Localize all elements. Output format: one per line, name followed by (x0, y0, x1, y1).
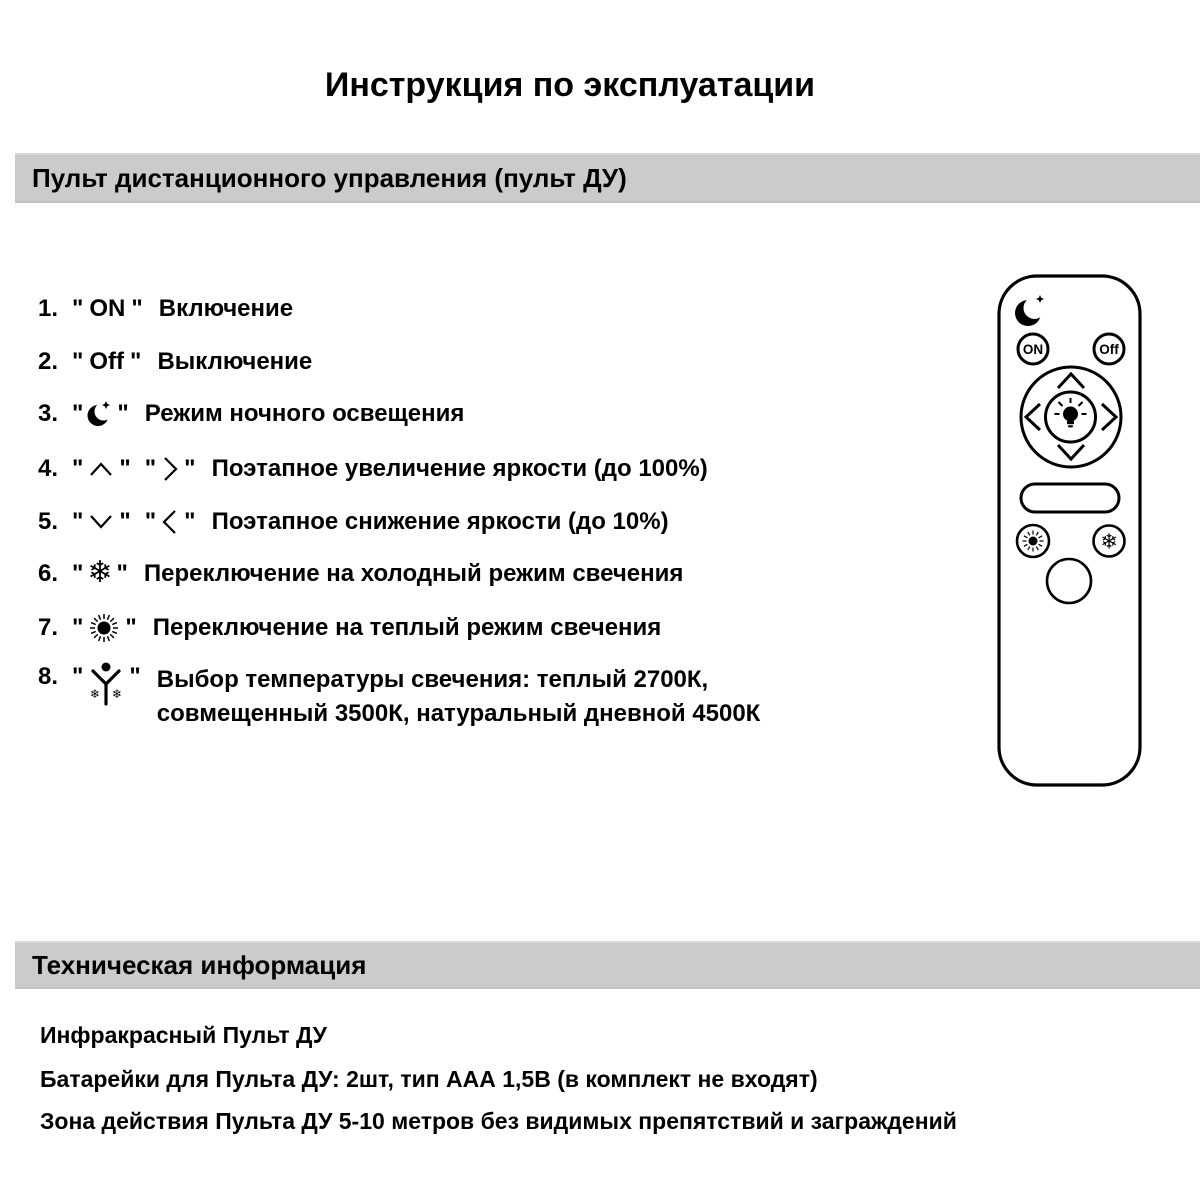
off-symbol: Off (89, 348, 125, 375)
item-number: 4. (38, 455, 59, 482)
chevron-right-icon (160, 454, 180, 484)
chevron-up-icon (87, 459, 115, 479)
remote-control-illustration (997, 274, 1143, 788)
brightness-nav-pad (1021, 367, 1121, 467)
list-item-night-mode (38, 396, 464, 432)
item-description: Поэтапное увеличение яркости (до 100%) (211, 455, 708, 482)
tech-info-line: Зона действия Пульта ДУ 5-10 метров без видимых препятствий и заграждений (40, 1108, 957, 1134)
item-number: 1. (38, 295, 59, 322)
remote-cold-mode-button (1094, 526, 1125, 557)
quote-mark: " (130, 348, 142, 375)
item-description: Режим ночного освещения (144, 400, 465, 427)
quote-mark: " (144, 508, 157, 535)
on-symbol: ON (89, 295, 126, 322)
snowflake-icon: ❄ (87, 555, 113, 590)
tech-info-line: Инфракрасный Пульт ДУ (40, 1022, 327, 1048)
list-item-on (38, 291, 293, 327)
chevron-left-icon (160, 507, 180, 537)
item-description: Выключение (157, 348, 313, 375)
quote-mark: " (144, 455, 157, 482)
quote-mark: " (119, 508, 131, 535)
quote-mark: " (72, 663, 84, 690)
mini-snowflake-icon: ❄ (112, 687, 123, 701)
list-item-cold-mode (38, 556, 683, 592)
quote-mark: " (72, 560, 84, 587)
page-title: Инструкция по эксплуатации (324, 66, 816, 104)
item-number: 7. (38, 614, 59, 641)
item-number: 6. (38, 560, 59, 587)
sun-icon (87, 611, 121, 645)
quote-mark: " (72, 614, 84, 641)
remote-pill-button (1021, 484, 1119, 512)
quote-mark: " (184, 508, 196, 535)
list-item-color-temperature (38, 660, 817, 731)
section-header-tech (15, 941, 1200, 989)
mini-snowflake-icon: ❄ (90, 687, 101, 701)
item-number: 2. (38, 348, 59, 375)
list-item-brightness-up (38, 451, 708, 487)
quote-mark: " (117, 400, 129, 427)
list-item-warm-mode (38, 610, 661, 646)
tech-info-line: Батарейки для Пульта ДУ: 2шт, тип ААА 1,5В (в комплект не входят) (40, 1066, 818, 1092)
quote-mark: " (119, 455, 131, 482)
remote-on-label: ON (1022, 342, 1044, 357)
snowflake-icon: ❄ (1100, 529, 1118, 554)
quote-mark: " (72, 348, 84, 375)
section-header-tech-label: Техническая информация (32, 949, 367, 980)
remote-round-button (1047, 559, 1091, 603)
crescent-moon-icon (87, 399, 113, 429)
sun-icon (1029, 537, 1038, 546)
item-number: 3. (38, 400, 59, 427)
quote-mark: " (129, 663, 141, 690)
list-item-off (38, 344, 312, 380)
remote-off-button (1094, 334, 1124, 364)
item-number: 5. (38, 508, 59, 535)
remote-on-button (1018, 334, 1048, 364)
quote-mark: " (125, 614, 137, 641)
item-description: Переключение на теплый режим свечения (152, 614, 662, 641)
quote-mark: " (131, 295, 143, 322)
item-description: Поэтапное снижение яркости (до 10%) (211, 508, 669, 535)
chevron-down-icon (87, 512, 115, 532)
remote-warm-mode-button (1017, 525, 1049, 557)
section-header-remote-label: Пульт дистанционного управления (пульт ДУ) (32, 162, 627, 193)
item-description: Включение (158, 295, 294, 322)
item-description: Выбор температуры свечения: теплый 2700К, совмещенный 3500К, натуральный дневной 4500К (156, 666, 761, 728)
color-temperature-select-icon (87, 660, 125, 706)
quote-mark: " (116, 560, 128, 587)
quote-mark: " (72, 295, 84, 322)
quote-mark: " (72, 508, 84, 535)
quote-mark: " (184, 455, 196, 482)
quote-mark: " (72, 455, 84, 482)
quote-mark: " (72, 400, 84, 427)
remote-off-label: Off (1099, 342, 1119, 357)
item-number: 8. (38, 663, 59, 690)
list-item-brightness-down (38, 504, 669, 540)
item-description: Переключение на холодный режим свечения (143, 560, 684, 587)
